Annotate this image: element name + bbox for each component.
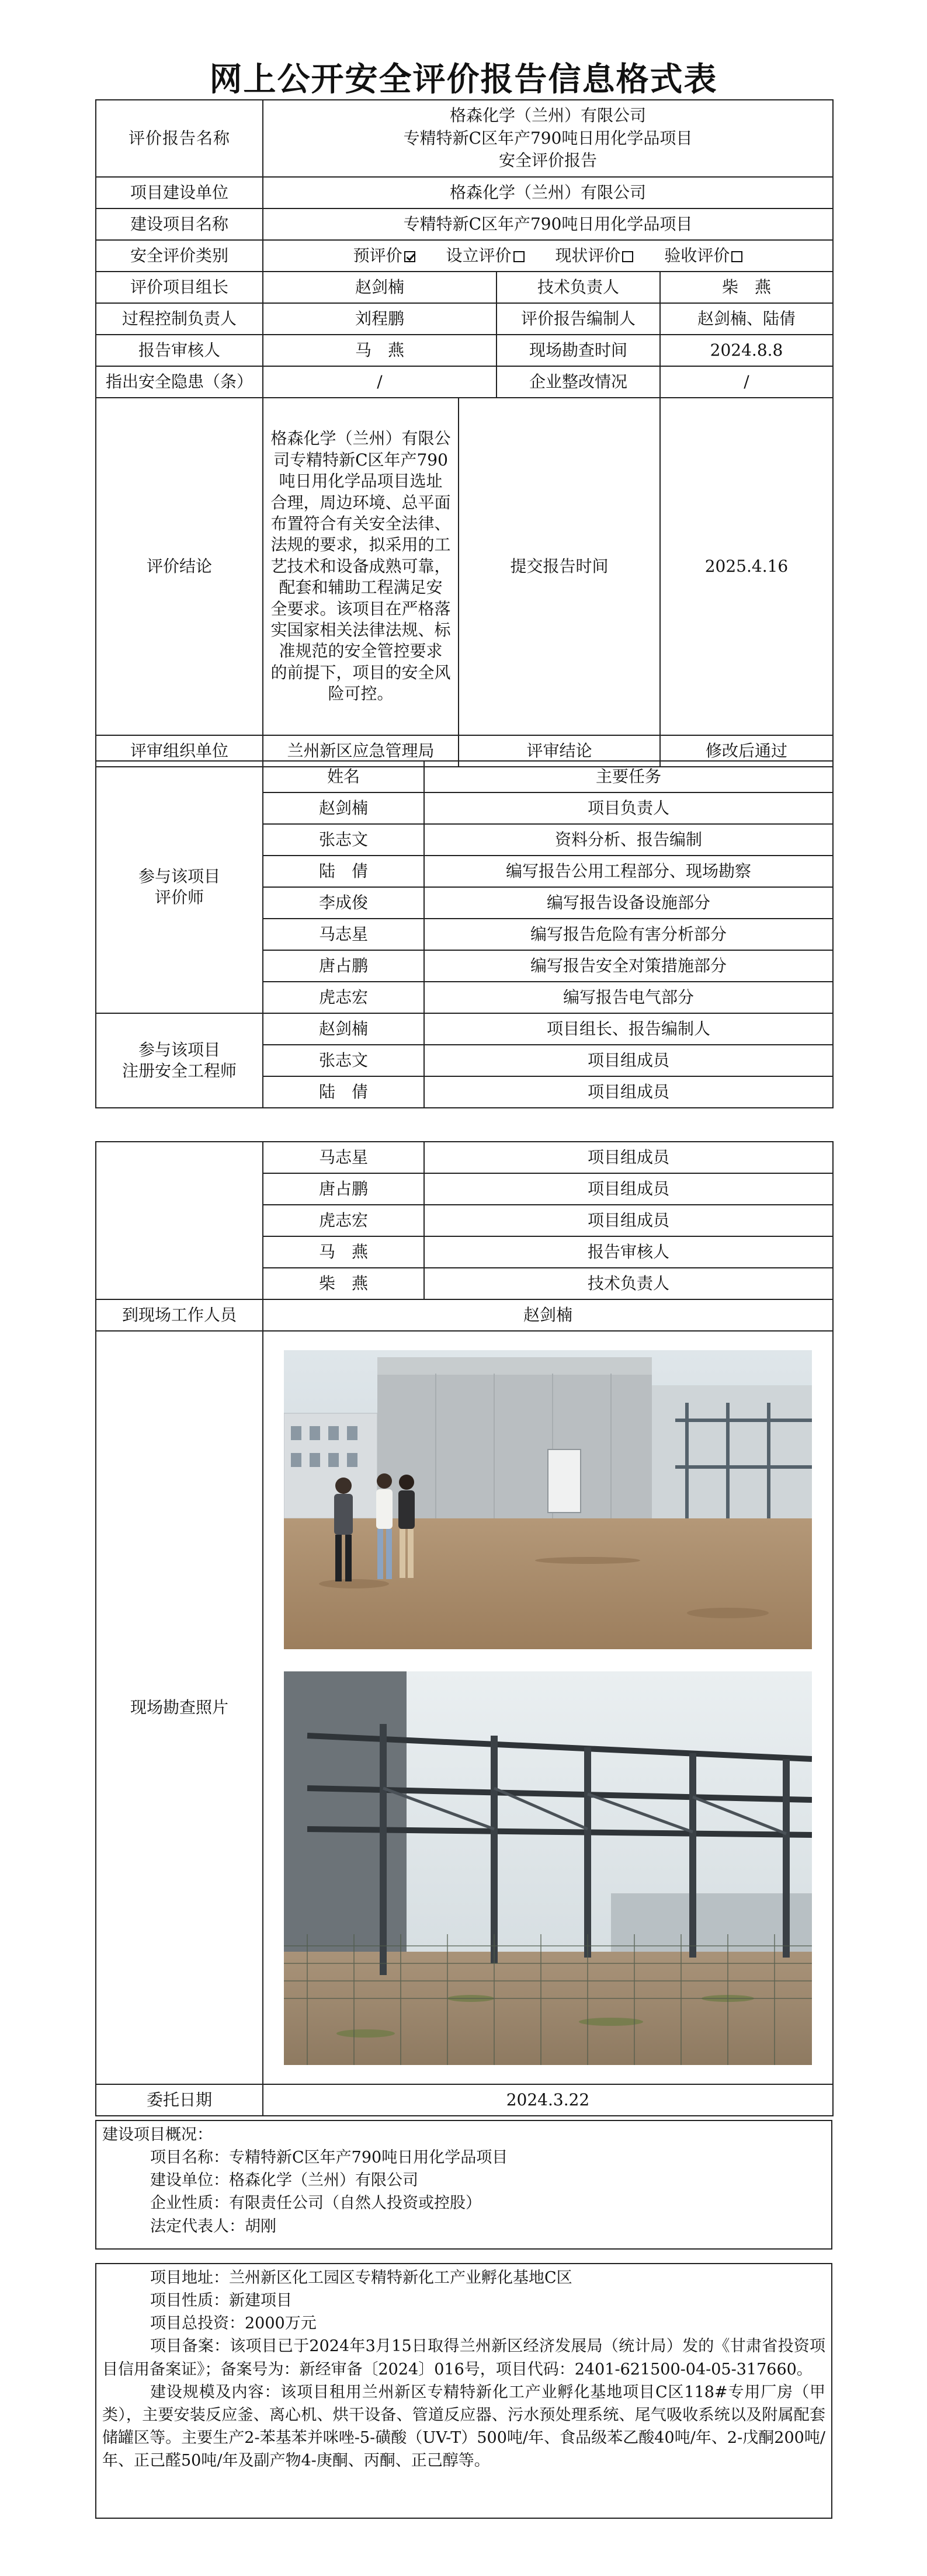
assessors-label-line: 评价师 [154, 888, 204, 907]
engineers-label-line: 注册安全工程师 [121, 1061, 237, 1080]
category-pre-eval[interactable] [353, 245, 415, 266]
assessor-name: 张志文 [263, 824, 424, 856]
overview-line: 建设单位：格森化学（兰州）有限公司 [150, 2171, 418, 2190]
page-title: 网上公开安全评价报告信息格式表 [209, 61, 718, 99]
label-tech-lead: 技术负责人 [497, 272, 660, 303]
engineer-name: 马志星 [263, 1142, 424, 1173]
assessor-task: 编写报告公用工程部分、现场勘察 [424, 856, 833, 887]
info-table-part2 [95, 1141, 834, 2116]
engineer-task: 技术负责人 [424, 1268, 833, 1299]
personnel-table [95, 760, 834, 1108]
report-name-line: 专精特新C区年产790吨日用化学品项目 [403, 128, 693, 148]
assessor-name: 赵剑楠 [263, 792, 424, 824]
conclusion-line: 实国家相关法律法规、标 [270, 620, 451, 639]
engineer-name: 马 燕 [263, 1236, 424, 1268]
assessor-task: 编写报告电气部分 [424, 982, 833, 1013]
conclusion-line: 格森化学（兰州）有限公 [270, 429, 451, 449]
survey-time-value: 2024.8.8 [660, 335, 833, 366]
leader-value: 赵剑楠 [263, 272, 497, 303]
label-category: 安全评价类别 [96, 240, 263, 272]
conclusion-line: 全要求。该项目在严格落 [270, 599, 451, 618]
conclusion-value [263, 398, 459, 735]
category-label: 设立评价 [446, 245, 512, 265]
assessor-name: 虎志宏 [263, 982, 424, 1013]
overview-scale-paragraph: 建设规模及内容：该项目租用兰州新区专精特新化工产业孵化基地项目C区118#专用厂房（甲类），主要安装反应釜、离心机、烘干设备、管道反应器、污水预处理系统、尾气吸收系统以及附属配套储罐区等。主要生产2-苯基苯并咪唑-5-磺酸（UV-T）500吨/年、食品级苯乙酸40吨/年、2-戊酮200吨/年、正己醛50吨/年及副产物4-庚酮、丙酮、正己醇等。 [102, 2383, 825, 2470]
col-header-task: 主要任务 [424, 761, 833, 792]
tech-lead-value: 柴 燕 [660, 272, 833, 303]
assessor-task: 编写报告安全对策措施部分 [424, 950, 833, 982]
label-report-name: 评价报告名称 [96, 100, 263, 177]
conclusion-line: 吨日用化学品项目选址 [279, 471, 443, 491]
submit-time-value: 2025.4.16 [660, 398, 833, 735]
reviewer-value: 马 燕 [263, 335, 497, 366]
label-conclusion: 评价结论 [96, 398, 263, 735]
label-project-name: 建设项目名称 [96, 208, 263, 240]
assessor-task: 编写报告设备设施部分 [424, 887, 833, 919]
label-builder: 项目建设单位 [96, 177, 263, 208]
label-compiler: 评价报告编制人 [497, 303, 660, 335]
project-name-value: 专精特新C区年产790吨日用化学品项目 [263, 208, 833, 240]
project-details-box [95, 2263, 832, 2519]
label-assessors [96, 761, 263, 1013]
engineer-name: 唐占鹏 [263, 1173, 424, 1205]
label-hazards: 指出安全隐患（条） [96, 366, 263, 398]
label-leader: 评价项目组长 [96, 272, 263, 303]
engineer-name: 柴 燕 [263, 1268, 424, 1299]
label-process-control: 过程控制负责人 [96, 303, 263, 335]
engineer-task: 项目组成员 [424, 1045, 833, 1076]
site-photo-1 [284, 1350, 812, 1649]
onsite-staff-value: 赵剑楠 [263, 1299, 833, 1331]
overview-record-paragraph: 项目备案：该项目已于2024年3月15日取得兰州新区经济发展局（统计局）发的《甘肃省投资项目信用备案证》；备案号为：新经审备〔2024〕016号，项目代码：2401-621500-04-05-317660。 [102, 2337, 825, 2379]
conclusion-line: 艺技术和设备成熟可靠， [270, 556, 451, 576]
overview-line: 项目地址：兰州新区化工园区专精特新化工产业孵化基地C区 [150, 2269, 572, 2287]
builder-value: 格森化学（兰州）有限公司 [263, 177, 833, 208]
site-photo-2 [284, 1671, 812, 2065]
overview-line: 项目名称：专精特新C区年产790吨日用化学品项目 [150, 2149, 508, 2167]
overview-line: 项目总投资：2000万元 [150, 2314, 317, 2333]
hazards-value: / [263, 366, 497, 398]
compiler-value: 赵剑楠、陆倩 [660, 303, 833, 335]
label-rectification: 企业整改情况 [497, 366, 660, 398]
overview-line: 法定代表人：胡刚 [150, 2217, 276, 2236]
conclusion-line: 配套和辅助工程满足安 [279, 578, 443, 597]
conclusion-line: 法规的要求，拟采用的工 [270, 535, 451, 555]
conclusion-line: 司专精特新C区年产790 [273, 450, 448, 470]
report-name-value [263, 100, 833, 177]
label-review-org: 评审组织单位 [96, 735, 263, 767]
assessor-name: 陆 倩 [263, 856, 424, 887]
assessors-label-line: 参与该项目 [138, 866, 220, 886]
engineer-task: 项目组成员 [424, 1142, 833, 1173]
conclusion-line: 合理，周边环境、总平面 [270, 492, 451, 512]
engineers-label-line: 参与该项目 [138, 1040, 220, 1059]
review-org-value: 兰州新区应急管理局 [263, 735, 459, 767]
label-survey-time: 现场勘查时间 [497, 335, 660, 366]
category-acceptance-eval[interactable] [664, 245, 742, 266]
category-label: 预评价 [353, 245, 402, 265]
engineer-task: 项目组成员 [424, 1076, 833, 1108]
report-name-line: 安全评价报告 [498, 151, 597, 171]
project-overview-box [95, 2120, 832, 2250]
conclusion-line: 布置符合有关安全法律、 [270, 514, 451, 534]
photos-cell [263, 1331, 833, 2084]
engineer-name: 赵剑楠 [263, 1013, 424, 1045]
assessor-task: 项目负责人 [424, 792, 833, 824]
checked-checkbox-icon[interactable] [404, 251, 415, 262]
engineer-task: 报告审核人 [424, 1236, 833, 1268]
engineer-task: 项目组成员 [424, 1173, 833, 1205]
checkbox-icon[interactable] [513, 251, 525, 262]
assessor-task: 资料分析、报告编制 [424, 824, 833, 856]
rectification-value: / [660, 366, 833, 398]
assessor-name: 唐占鹏 [263, 950, 424, 982]
engineers-continued-label [96, 1142, 263, 1299]
review-conclusion-value: 修改后通过 [660, 735, 833, 767]
site-photo-1-image [284, 1350, 812, 1649]
checkbox-icon[interactable] [731, 251, 742, 262]
overview-line: 企业性质：有限责任公司（自然人投资或控股） [150, 2194, 481, 2213]
overview-heading: 建设项目概况： [102, 2126, 213, 2144]
label-commission-date: 委托日期 [96, 2084, 263, 2116]
checkbox-icon[interactable] [622, 251, 633, 262]
report-name-line: 格森化学（兰州）有限公司 [449, 106, 646, 126]
category-status-eval[interactable] [555, 245, 633, 266]
process-control-value: 刘程鹏 [263, 303, 497, 335]
label-review-conclusion: 评审结论 [459, 735, 660, 767]
commission-date-value: 2024.3.22 [263, 2084, 833, 2116]
assessor-name: 李成俊 [263, 887, 424, 919]
conclusion-line: 的前提下，项目的安全风 [270, 662, 451, 682]
engineer-name: 张志文 [263, 1045, 424, 1076]
engineer-task: 项目组长、报告编制人 [424, 1013, 833, 1045]
label-engineers [96, 1013, 263, 1108]
label-reviewer: 报告审核人 [96, 335, 263, 366]
label-photos: 现场勘查照片 [96, 1331, 263, 2084]
col-header-name: 姓名 [263, 761, 424, 792]
info-table-part1 [95, 99, 834, 767]
category-label: 现状评价 [555, 245, 621, 265]
assessor-name: 马志星 [263, 919, 424, 950]
site-photo-2-image [284, 1671, 812, 2065]
conclusion-line: 准规范的安全管控要求 [279, 641, 443, 661]
assessor-task: 编写报告危险有害分析部分 [424, 919, 833, 950]
label-onsite-staff: 到现场工作人员 [96, 1299, 263, 1331]
category-setup-eval[interactable] [446, 245, 525, 266]
label-submit-time: 提交报告时间 [459, 398, 660, 735]
category-label: 验收评价 [664, 245, 730, 265]
overview-line: 项目性质：新建项目 [150, 2292, 292, 2310]
conclusion-line: 险可控。 [328, 684, 394, 704]
category-options [263, 240, 833, 272]
engineer-name: 陆 倩 [263, 1076, 424, 1108]
engineer-name: 虎志宏 [263, 1205, 424, 1236]
engineer-task: 项目组成员 [424, 1205, 833, 1236]
